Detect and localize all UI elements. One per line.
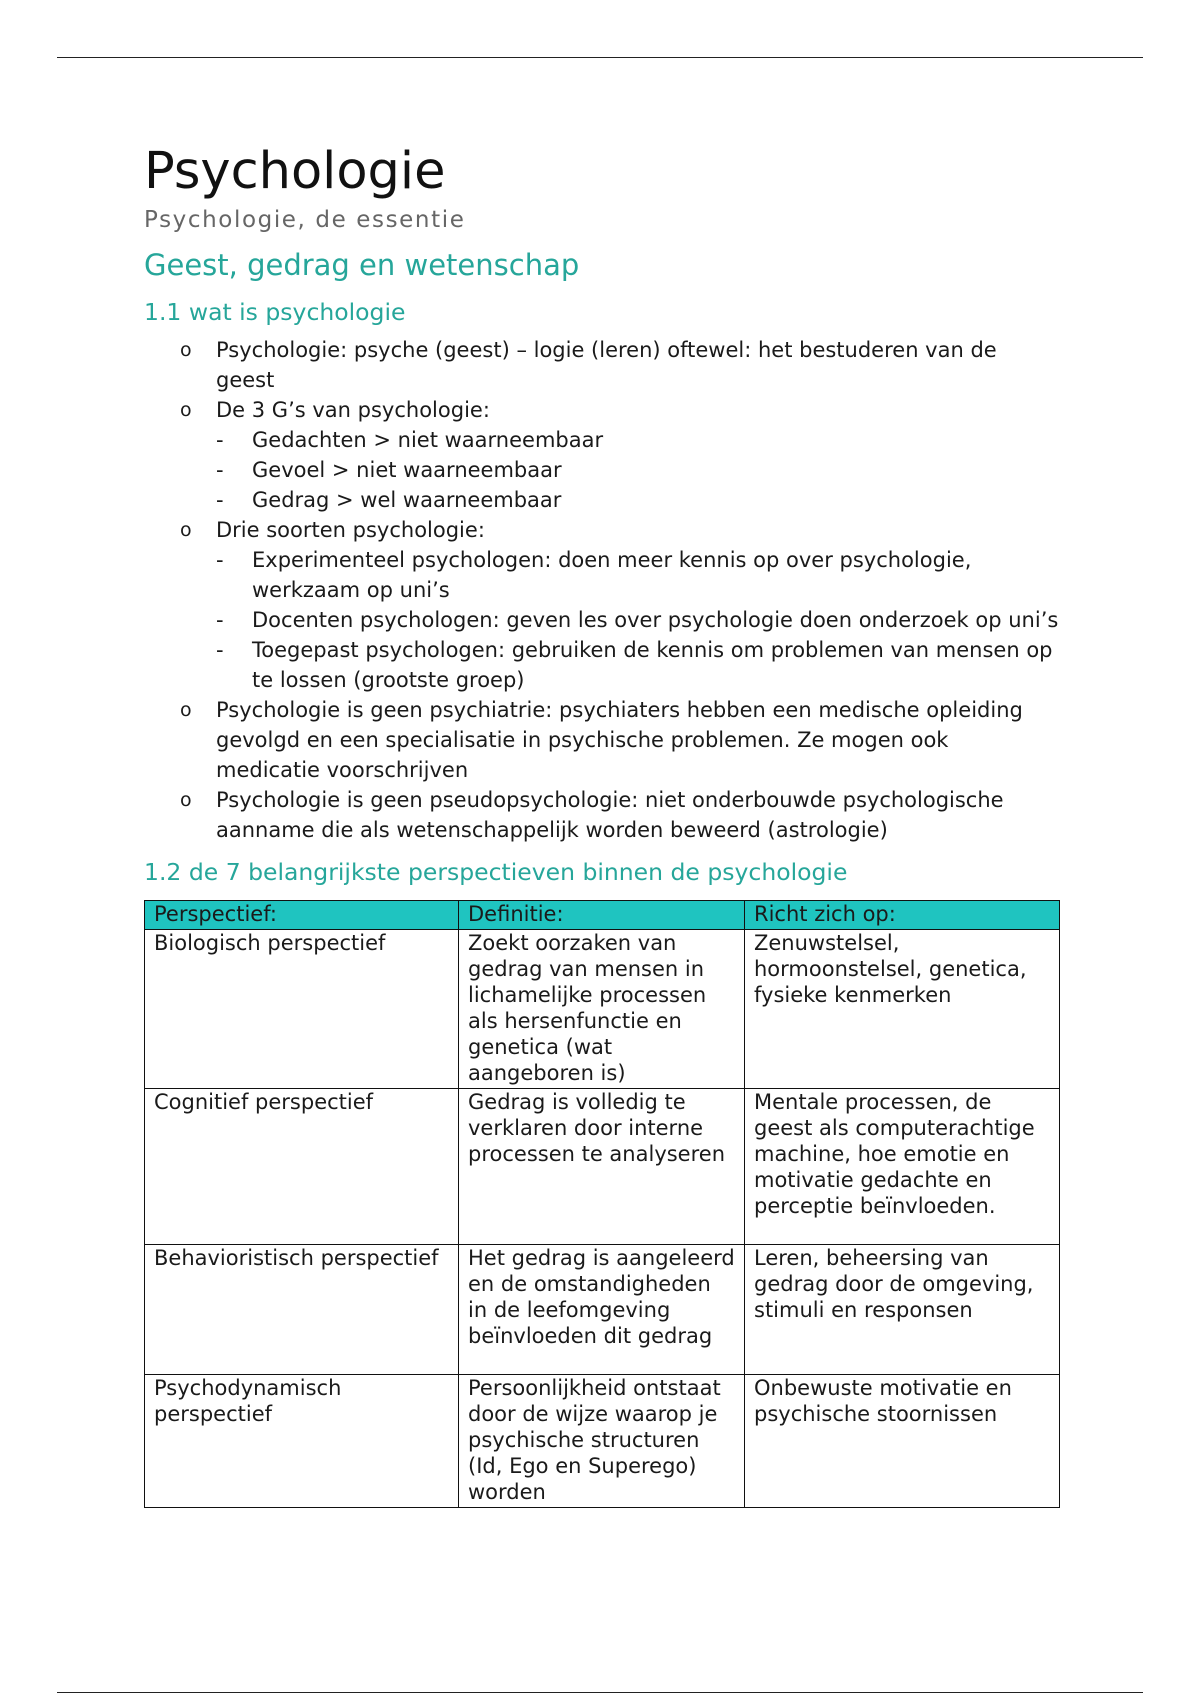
section-1-1-list [144,335,1059,845]
bullet-icon: o [180,519,192,541]
top-rule [57,57,1143,58]
sub-list-item: - Toegepast psychologen: gebruiken de kennis om problemen van mensen op te lossen (grootste groep) [216,635,1059,695]
table-cell: Gedrag is volledig te verklaren door interne processen te analyseren [459,1089,745,1245]
table-cell: Onbewuste motivatie en psychische stoornissen [745,1375,1060,1508]
sub-list-item: - Gedrag > wel waarneembaar [216,485,1059,515]
chapter-heading: Geest, gedrag en wetenschap [144,248,580,282]
bottom-rule [57,1692,1143,1693]
table-cell: Zenuwstelsel, hormoonstelsel, genetica, fysieke kenmerken [745,930,1060,1089]
dash-icon: - [216,458,224,482]
list-item: o Drie soorten psychologie: - Experimenteel psychologen: doen meer kennis op over psychologie, werkzaam op uni’s - Docenten psychologen: geven les over psychologie doen onderzoek op uni’s - Toegepast psychologen: gebruiken de kennis om problemen van mensen op te lossen (grootste groep) [144,515,1059,695]
column-header: Definitie: [459,901,745,930]
table-cell: Het gedrag is aangeleerd en de omstandigheden in de leefomgeving beïnvloeden dit gedrag [459,1245,745,1375]
list-item: o Psychologie is geen psychiatrie: psychiaters hebben een medische opleiding gevolgd en een specialisatie in psychische problemen. Ze mogen ook medicatie voorschrijven [144,695,1059,785]
perspectives-table [144,900,1060,1508]
list-item: o De 3 G’s van psychologie: - Gedachten > niet waarneembaar - Gevoel > niet waarneembaar - Gedrag > wel waarneembaar [144,395,1059,515]
section-heading-1-2: 1.2 de 7 belangrijkste perspectieven binnen de psychologie [144,858,848,886]
table-row [145,1375,1060,1508]
dash-icon: - [216,608,224,632]
bullet-icon: o [180,399,192,421]
table-cell: Persoonlijkheid ontstaat door de wijze waarop je psychische structuren (Id, Ego en Superego) worden [459,1375,745,1508]
table-row [145,1245,1060,1375]
sub-list-item: - Gevoel > niet waarneembaar [216,455,1059,485]
dash-icon: - [216,488,224,512]
page-content [144,140,1059,1508]
dash-icon: - [216,638,224,662]
table-cell: Biologisch perspectief [145,930,459,1089]
bullet-icon: o [180,789,192,811]
sub-list-item: - Docenten psychologen: geven les over psychologie doen onderzoek op uni’s [216,605,1059,635]
dash-icon: - [216,548,224,572]
sub-list-item: - Experimenteel psychologen: doen meer kennis op over psychologie, werkzaam op uni’s [216,545,1059,605]
table-cell: Mentale processen, de geest als computerachtige machine, hoe emotie en motivatie gedachte en perceptie beïnvloeden. [745,1089,1060,1245]
page-subtitle: Psychologie, de essentie [144,207,466,233]
list-item: o Psychologie is geen pseudopsychologie: niet onderbouwde psychologische aanname die als wetenschappelijk worden beweerd (astrologie) [144,785,1059,845]
table-cell: Cognitief perspectief [145,1089,459,1245]
page-title: Psychologie [144,142,446,201]
table-header-row [145,901,1060,930]
table-cell: Leren, beheersing van gedrag door de omgeving, stimuli en responsen [745,1245,1060,1375]
sub-list [216,545,1059,695]
bullet-icon: o [180,699,192,721]
section-heading-1-1: 1.1 wat is psychologie [144,298,406,326]
column-header: Perspectief: [145,901,459,930]
table-cell: Zoekt oorzaken van gedrag van mensen in lichamelijke processen als hersenfunctie en genetica (wat aangeboren is) [459,930,745,1089]
table-cell: Psychodynamisch perspectief [145,1375,459,1508]
dash-icon: - [216,428,224,452]
sub-list [216,425,1059,515]
list-item: o Psychologie: psyche (geest) – logie (leren) oftewel: het bestuderen van de geest [144,335,1059,395]
sub-list-item: - Gedachten > niet waarneembaar [216,425,1059,455]
bullet-icon: o [180,339,192,361]
column-header: Richt zich op: [745,901,1060,930]
table-row [145,1089,1060,1245]
table-cell: Behavioristisch perspectief [145,1245,459,1375]
table-row [145,930,1060,1089]
